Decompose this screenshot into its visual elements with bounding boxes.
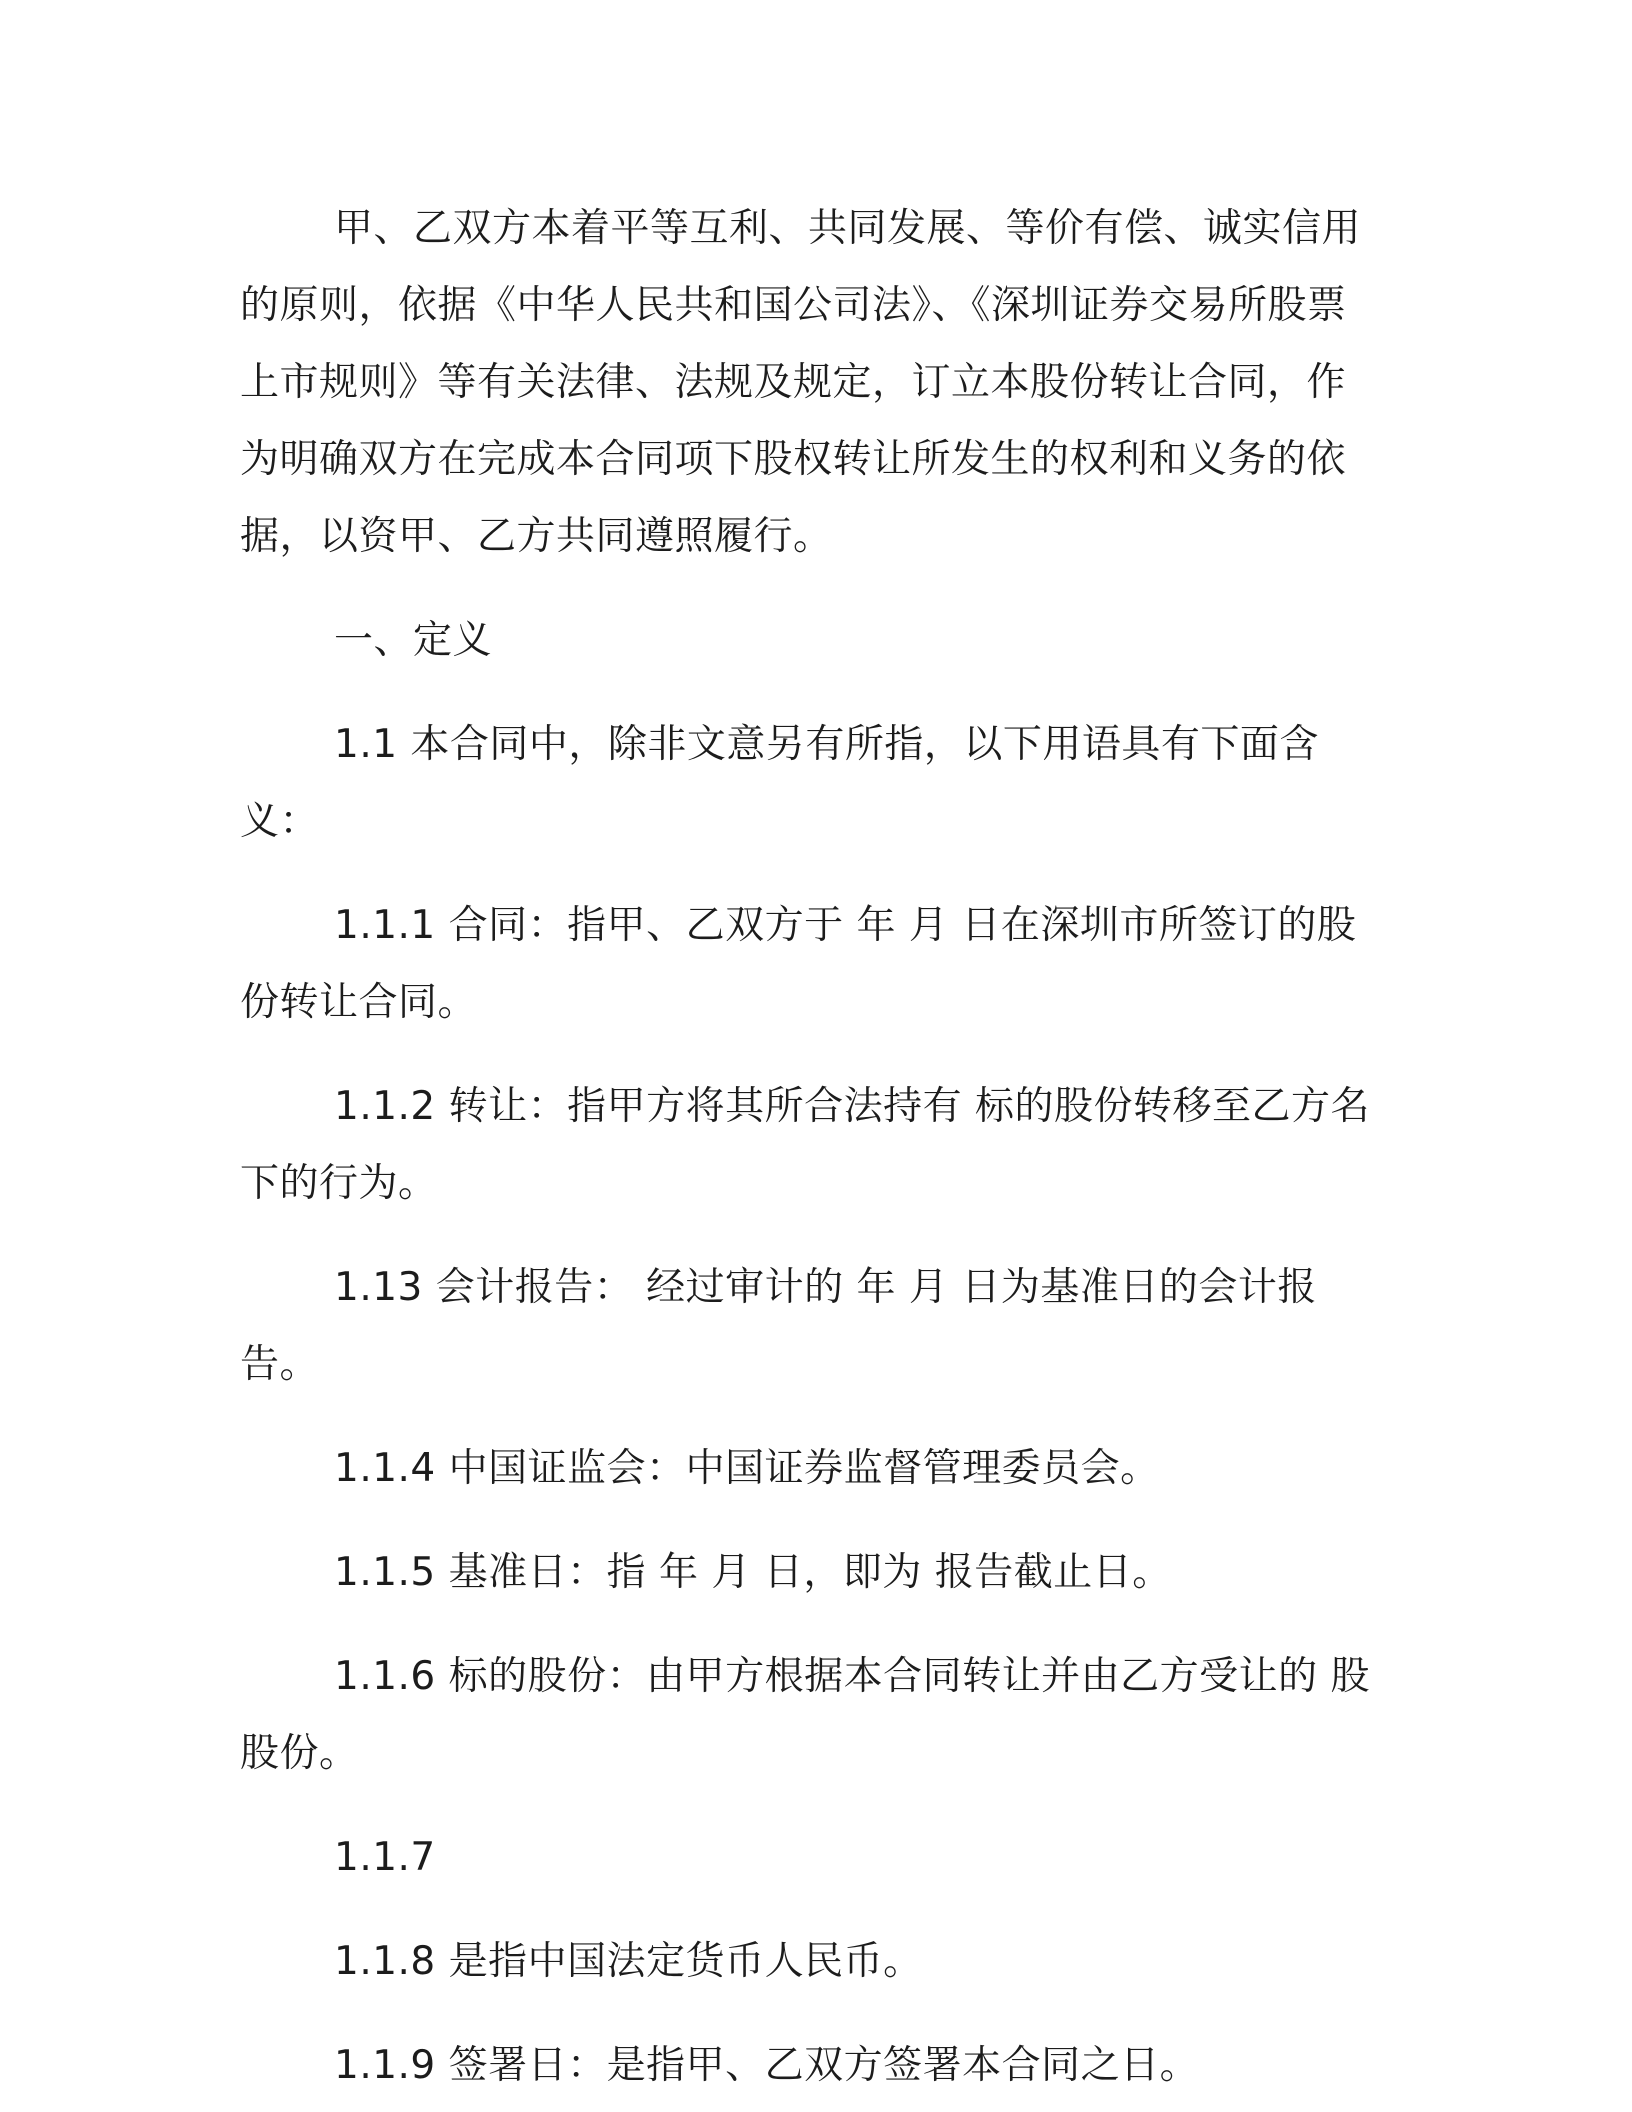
clause-1-1-8: 1.1.8 是指中国法定货币人民币。	[334, 1939, 923, 1984]
clause-1-1-4: 1.1.4 中国证监会：中国证券监督管理委员会。	[334, 1446, 1160, 1491]
clause-1-1-2: 1.1.2 转让：指甲方将其所合法持有 标的股份转移至乙方名下的行为。	[240, 1084, 1371, 1206]
clause-1-1-5: 1.1.5 基准日：指 年 月 日，即为 报告截止日。	[334, 1550, 1172, 1595]
clause-1-1-7: 1.1.7	[334, 1835, 436, 1880]
section-title-definitions: 一、定义	[334, 618, 493, 663]
clause-1-1: 1.1 本合同中，除非文意另有所指，以下用语具有下面含义：	[240, 722, 1319, 844]
clause-1-1-6: 1.1.6 标的股份：由甲方根据本合同转让并由乙方受让的 股股份。	[240, 1654, 1371, 1776]
document-body	[240, 190, 1390, 2104]
intro-paragraph: 甲、乙双方本着平等互利、共同发展、等价有偿、诚实信用的原则，依据《中华人民共和国公司法》、《深圳证券交易所股票上市规则》等有关法律、法规及规定，订立本股份转让合同，作为明确双方在完成本合同项下股权转让所发生的权利和义务的依据，以资甲、乙方共同遵照履行。	[240, 206, 1362, 559]
clause-1-1-9: 1.1.9 签署日：是指甲、乙双方签署本合同之日。	[334, 2043, 1200, 2088]
clause-1-1-1: 1.1.1 合同：指甲、乙双方于 年 月 日在深圳市所签订的股份转让合同。	[240, 903, 1357, 1025]
clause-1-13: 1.13 会计报告： 经过审计的 年 月 日为基准日的会计报告。	[240, 1265, 1317, 1387]
